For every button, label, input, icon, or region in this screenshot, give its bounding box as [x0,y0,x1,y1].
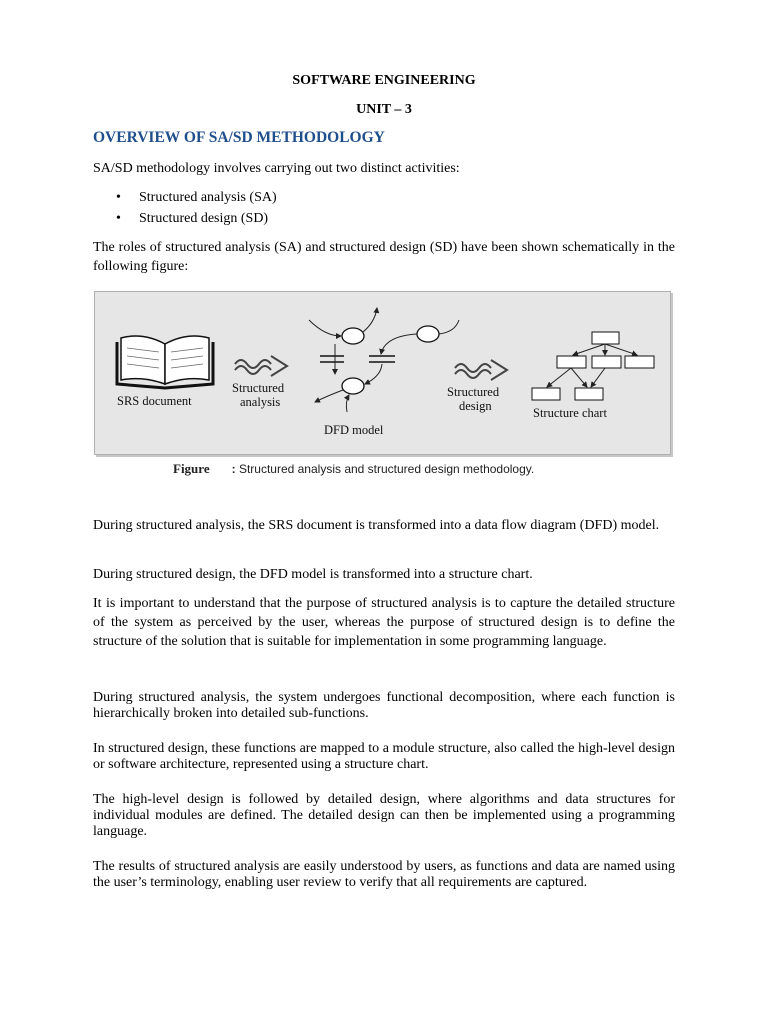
list-item-text: Structured analysis (SA) [139,190,277,205]
structure-chart-label: Structure chart [533,406,607,420]
wavy-arrow-icon [235,356,287,376]
section-heading: OVERVIEW OF SA/SD METHODOLOGY [93,129,385,146]
srs-label: SRS document [117,394,192,408]
body-paragraph: In structured design, these functions are mapped to a module structure, also called the high-level design or software architecture, represented using a structure chart. [93,741,675,772]
body-paragraph: During structured design, the DFD model is transformed into a structure chart. [93,567,533,582]
methodology-figure [94,291,671,455]
intro-paragraph: SA/SD methodology involves carrying out two distinct activities: [93,161,460,176]
dfd-label: DFD model [324,423,384,437]
body-paragraph: During structured analysis, the system undergoes functional decomposition, where each function is hierarchically broken into detailed sub-functions. [93,690,675,721]
body-paragraph: It is important to understand that the purpose of structured analysis is to capture the detailed structure of the system as perceived by the user, whereas the purpose of structured design is to define the structure of the solution that is suitable for implementation in some programming language. [93,596,675,649]
body-paragraph: The high-level design is followed by detailed design, where algorithms and data structures for individual modules are defined. The detailed design can then be implemented using a programming language. [93,792,675,839]
dfd-diagram [309,308,459,412]
caption-label: Figure [173,461,210,476]
sd-label-line1: Structured [447,385,500,399]
methodology-diagram [95,292,670,454]
roles-paragraph: The roles of structured analysis (SA) and structured design (SD) have been shown schematically in the following figure: [93,240,675,274]
unit-title: UNIT – 3 [356,102,412,117]
book-icon [117,336,213,388]
body-paragraph: During structured analysis, the SRS document is transformed into a data flow diagram (DFD) model. [93,518,660,533]
sd-label-line2: design [459,399,492,413]
caption-colon: : [231,462,236,476]
list-item [93,188,277,209]
structure-chart-diagram [532,332,654,400]
wavy-arrow-icon [455,360,507,380]
body-paragraph: The results of structured analysis are easily understood by users, as functions and data are named using the user’s terminology, enabling user review to verify that all requirements are captured. [93,859,675,890]
figure-caption [173,461,534,477]
bullet-icon: • [116,190,121,205]
caption-text: Structured analysis and structured design methodology. [238,462,535,476]
list-item-text: Structured design (SD) [139,211,269,226]
list-item [93,209,277,230]
activity-list [93,188,277,230]
bullet-icon: • [116,211,121,226]
sa-label-line2: analysis [240,395,281,409]
subject-title: SOFTWARE ENGINEERING [292,73,476,88]
sa-label-line1: Structured [232,381,285,395]
